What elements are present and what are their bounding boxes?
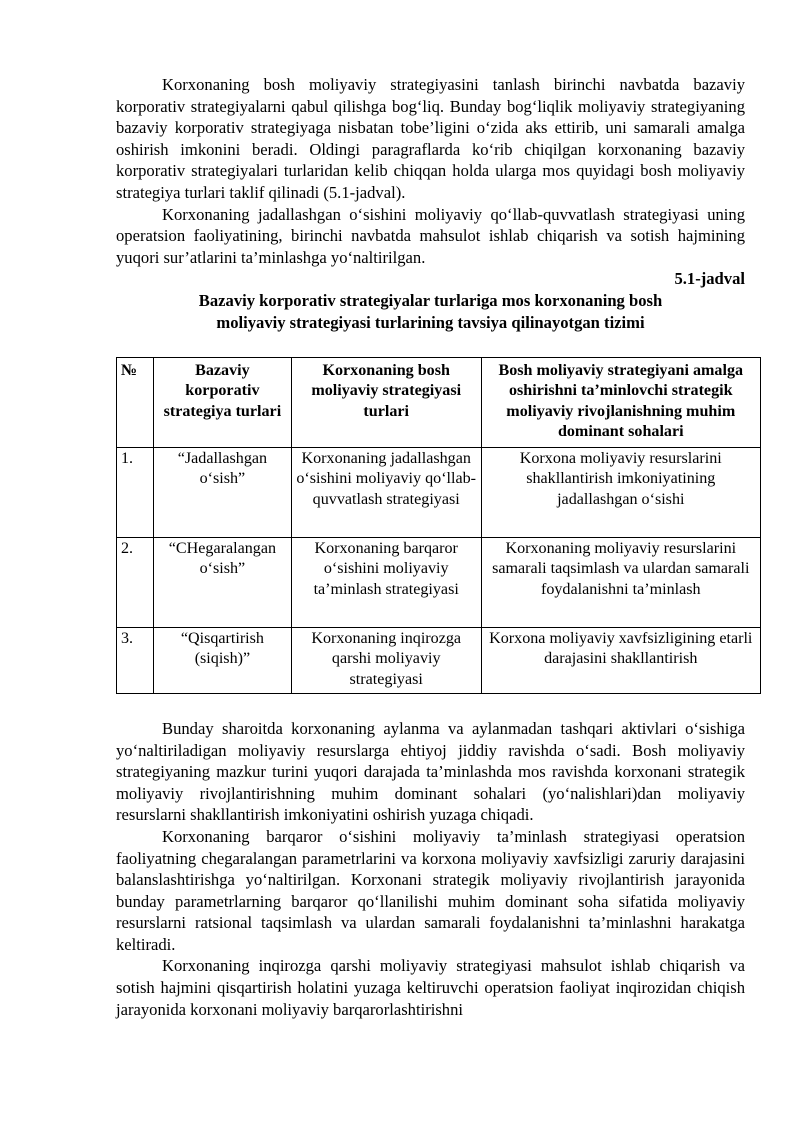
row-financial-strategy: Korxonaning jadallashgan o‘sishini moliyaviy qo‘llab-quvvatlash strategiyasi <box>291 447 481 537</box>
paragraph-intro: Korxonaning bosh moliyaviy strategiyasini tanlash birinchi navbatda bazaviy korporativ strategiyalarni qabul qilishga bog‘liq. Bunday bog‘liqlik moliyaviy strategiyaning bazaviy korporativ strategiyaga nisbatan tobe’ligini o‘zida aks ettirib, uni samarali amalga oshirish imkonini beradi. Oldingi paragraflarda ko‘rib chiqilgan korxonaning bazaviy korporativ strategiyalari turlaridan kelib chiqqan holda ularga mos quyidagi bosh moliyaviy strategiya turlari taklif qilinadi (5.1-jadval). <box>116 75 745 202</box>
paragraph-conditions: Bunday sharoitda korxonaning aylanma va aylanmadan tashqari aktivlari o‘sishiga yo‘naltiriladigan moliyaviy resurslarga ehtiyoj jiddiy ravishda o‘sadi. Bosh moliyaviy strategiyaning mazkur turini yuqori darajada ta’minlashda mos ravishda korxonani strategik moliyaviy rivojlantirishning muhim dominant sohalari (yo‘nalishlari)dan moliyaviy resurslarni shakllantirish imkoniyatini oshirish yuzaga chiqadi. <box>116 718 745 825</box>
table-row <box>117 537 761 627</box>
table-row <box>117 627 761 693</box>
row-dominant-area: Korxona moliyaviy xavfsizligining etarli darajasini shakllantirish <box>481 627 760 693</box>
row-number: 2. <box>117 537 154 627</box>
row-base-strategy: “CHegaralangan o‘sish” <box>153 537 291 627</box>
row-number: 3. <box>117 627 154 693</box>
table-header-row <box>117 357 761 447</box>
header-base-strategy: Bazaviy korporativ strategiya turlari <box>153 357 291 447</box>
table-title: Bazaviy korporativ strategiyalar turlariga mos korxonaning bosh moliyaviy strategiyasi turlarining tavsiya qilinayotgan tizimi <box>198 290 663 332</box>
row-dominant-area: Korxona moliyaviy resurslarini shakllantirish imkoniyatining jadallashgan o‘sishi <box>481 447 760 537</box>
table-label: 5.1-jadval <box>674 269 745 289</box>
header-financial-strategy: Korxonaning bosh moliyaviy strategiyasi turlari <box>291 357 481 447</box>
header-dominant-areas: Bosh moliyaviy strategiyani amalga oshirishni ta’minlovchi strategik moliyaviy rivojlanishning muhim dominant sohalari <box>481 357 760 447</box>
strategy-table <box>116 357 761 694</box>
row-base-strategy: “Jadallashgan o‘sish” <box>153 447 291 537</box>
row-financial-strategy: Korxonaning barqaror o‘sishini moliyaviy ta’minlash strategiyasi <box>291 537 481 627</box>
table-row <box>117 447 761 537</box>
paragraph-anti-crisis: Korxonaning inqirozga qarshi moliyaviy strategiyasi mahsulot ishlab chiqarish va sotish hajmini qisqartirish holatini yuzaga keltiruvchi operatsion faoliyat inqirozidan chiqish jarayonida korxonani moliyaviy barqarorlashtirishni <box>116 956 745 1019</box>
row-number: 1. <box>117 447 154 537</box>
paragraph-accelerated-growth: Korxonaning jadallashgan o‘sishini moliyaviy qo‘llab-quvvatlash strategiyasi uning operatsion faoliyatining, birinchi navbatda mahsulot ishlab chiqarish va sotish hajmining yuqori sur’atlarini ta’minlashga yo‘naltirilgan. <box>116 204 745 267</box>
row-base-strategy: “Qisqartirish (siqish)” <box>153 627 291 693</box>
header-number: № <box>117 357 154 447</box>
paragraph-stable-growth: Korxonaning barqaror o‘sishini moliyaviy ta’minlash strategiyasi operatsion faoliyatning chegaralangan parametrlarini va korxona moliyaviy xavfsizligi zaruriy darajasini balanslashtirishga yo‘naltirilgan. Korxonani strategik moliyaviy rivojlantirish jarayonida bunday parametrlarning barqaror qo‘llanilishi muhim dominant soha sifatida moliyaviy resurslarni ratsional taqsimlash va ulardan samarali foydalanishni ta’minlashni harakatga keltiradi. <box>116 826 745 954</box>
row-dominant-area: Korxonaning moliyaviy resurslarini samarali taqsimlash va ulardan samarali foydalanishni ta’minlash <box>481 537 760 627</box>
row-financial-strategy: Korxonaning inqirozga qarshi moliyaviy strategiyasi <box>291 627 481 693</box>
